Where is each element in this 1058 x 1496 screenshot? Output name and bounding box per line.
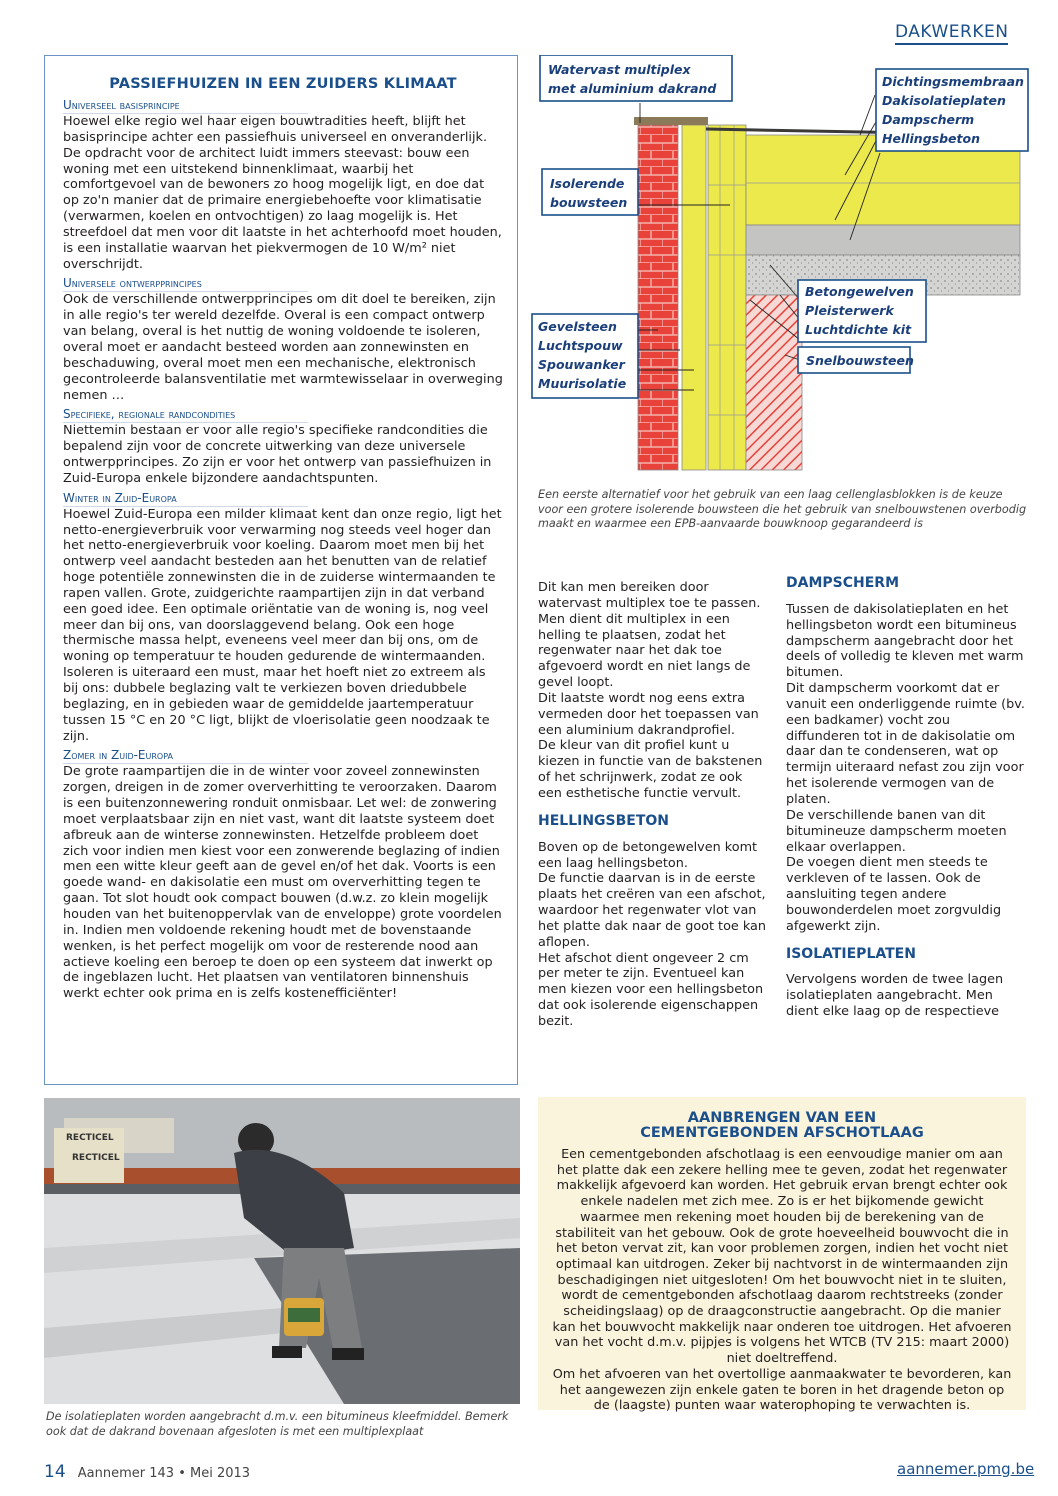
subhead-ontwerpprincipes: Universele ontwerpprincipes: [63, 276, 308, 292]
svg-text:Dakisolatieplaten: Dakisolatieplaten: [882, 93, 1006, 108]
svg-text:Dampscherm: Dampscherm: [882, 112, 975, 127]
roof-edge-diagram: [530, 55, 1030, 475]
callout-box: [538, 1097, 1026, 1414]
label-roof-layers: [876, 69, 1028, 151]
roof-work-photo: [44, 1098, 520, 1404]
paragraph-zomer: De grote raampartijen die in de winter voor zoveel zonnewinsten zorgen, dreigen in de zomer oververhitting te veroorzaken. Daarom is een buitenzonnewering ronduit onmisbaar. Let wel: de zonwering moet verplaatsbaar zijn en niet vast, want dit laatste systeem doet afbreuk aan de winterse zonnewinsten. Hetzelfde probleem doet zich voor indien men kiest voor een zonwerende beglazing of indien men een witte kleur geeft aan de gevel en/of het dak. Voorts is een goede wand- en dakisolatie een must om oververhitting tegen te gaan. Tot slot houdt ook compact bouwen (d.w.z. zo klein mogelijk houden van het buitenoppervlak van de enveloppe) grote voordelen in. Indien men voldoende rekening houdt met de bovenstaande wenken, is het perfect mogelijk om voor de resterende nood aan actieve koeling een beroep te doen op een systeem dat inwerkt op de ingeblazen lucht. Het plaatsen van ventilatoren binnenshuis werkt echter ook prima en is zelfs kostenefficiënter!: [63, 764, 502, 1002]
callout-paragraph-1: Een cementgebonden afschotlaag is een eenvoudige manier om aan het platte dak een zekere helling mee te geven, zodat het regenwater makkelijk afgevoerd kan worden. Het gebruik ervan brengt echter ook enkele nadelen met zich mee. Zo is er het bijkomende gewicht waarmee men rekening moet houden bij de berekening van de stabiliteit van het gebouw. Ook de grote hoeveelheid bouwvocht die in het beton vervat zit, kan voor problemen zorgen, indien het vocht niet optimaal kan uitdrogen. Zeker bij nachtvorst in de wintermaanden zijn beschadigingen niet uitgesloten! Om het bouwvocht niet in te sluiten, wordt de cementgebonden afschotlaag daarom rechtstreeks (zonder scheidingslaag) op de draagconstructie aangebracht. Op die manier kan het bouwvocht makkelijk naar onderen toe uitdrogen. Het afvoeren van het vocht d.m.v. pijpjes is volgens het WTCB (TV 215: maart 2000) niet doeltreffend.: [552, 1147, 1012, 1367]
svg-text:Dichtingsmembraan: Dichtingsmembraan: [882, 74, 1024, 89]
label-multiplex: [540, 55, 732, 101]
subhead-zomer: Zomer in Zuid-Europa: [63, 748, 308, 764]
svg-text:Betongewelven: Betongewelven: [805, 284, 914, 299]
paragraph-basisprincipe: Hoewel elke regio wel haar eigen bouwtradities heeft, blijft het basisprincipe achter een passiefhuis universeel en onveranderlijk. De opdracht voor de architect luidt immers steevast: bouw een woning met een uitstekend binnenklimaat, waarbij het comfortgevoel van de bewoners zo hoog mogelijk ligt, en doe dat op zo'n manier dat de primaire energiebehoefte voor klimatisatie (verwarmen, koelen en ontvochtigen) zo laag mogelijk is. Het streefdoel dat men voor dit laatste in het achterhoofd moet houden, is een installatie waarvan het piekvermogen de 10 W/m² niet overschrijdt.: [63, 114, 502, 272]
website-link[interactable]: aannemer.pmg.be: [897, 1460, 1035, 1478]
label-snelbouwsteen: [798, 347, 914, 373]
column-right: [786, 576, 1026, 1020]
sidebar-title: PASSIEFHUIZEN IN EEN ZUIDERS KLIMAAT: [109, 76, 457, 92]
diagram-caption: Een eerste alternatief voor het gebruik van een laag cellenglasblokken is de keuze voor een grotere isolerende bouwsteen die het gebruik van snelbouwstenen overbodig maakt en waarmee een EPB-aanvaarde bouwknoop gegarandeerd is: [538, 488, 1027, 530]
right-p1: Tussen de dakisolatieplaten en het hellingsbeton wordt een bitumineus dampscherm aangebracht door het deels of volledig te kleven met warm bitumen.: [786, 601, 1024, 681]
photo-caption: De isolatieplaten worden aangebracht d.m.v. een bitumineus kleefmiddel. Bemerk ook dat de dakrand bovenaan afgesloten is met een multiplexplaat: [46, 1410, 509, 1438]
svg-text:Muurisolatie: Muurisolatie: [538, 376, 627, 391]
label-isolerende-bouwsteen: [542, 169, 638, 215]
subhead-randcondities: Specifieke, regionale randcondities: [63, 407, 308, 423]
footer-left: [44, 1462, 250, 1482]
paragraph-winter: Hoewel Zuid-Europa een milder klimaat kent dan onze regio, ligt het netto-energieverbruik voor verwarming nog steeds veel hoger dan het netto-energieverbruik voor koeling. Daarom moet men bij het ontwerp veel aandacht besteden aan het benutten van de relatief hoge potentiële zonnewinsten die in de zuiderse wintermaanden te rapen vallen. Grote, zuidgerichte raampartijen zijn in dat verband een goed idee. Een optimale oriëntatie van de woning is, nog veel meer dan bij ons, van doorslaggevend belang. Ook een hoge thermische massa helpt, eveneens veel meer dan bij ons, om de woning op temperatuur te houden gedurende de wintermaanden. Isoleren is uiteraard een must, maar het hoeft niet zo extreem als bij ons: dubbele beglazing valt te verkiezen boven driedubbele beglazing, en in gebieden waar de gemiddelde jaartemperatuur tussen 15 °C en 20 °C ligt, blijkt de vloerisolatie geen noodzaak te zijn.: [63, 506, 502, 744]
right-p3: De verschillende banen van dit bitumineuze dampscherm moeten elkaar overlappen.: [786, 807, 1007, 855]
svg-text:met aluminium dakrand: met aluminium dakrand: [548, 81, 717, 96]
subhead-basisprincipe: Universeel basisprincipe: [63, 98, 308, 114]
svg-text:Watervast multiplex: Watervast multiplex: [548, 62, 691, 77]
fast-building-block-layer: [746, 295, 802, 470]
right-p4: De voegen dient men steeds te verkleven of te lassen. Ook de aansluiting tegen andere bouwonderdelen moet zorgvuldig afgewerkt zijn.: [786, 855, 1002, 934]
issue-info: Aannemer 143 • Mei 2013: [77, 1466, 251, 1481]
sidebar-box: [44, 55, 518, 1085]
paragraph-ontwerpprincipes: Ook de verschillende ontwerpprincipes om dit doel te bereiken, zijn in alle regio's ter wereld dezelfde. Overal is een compact ontwerp van belang, overal is het nuttig de woning voldoende te isoleren, overal moet er aandacht besteed worden aan zonnewinsten en beschaduwing, overal moet men een mechanische, elektronisch gecontroleerde balansventilatie met warmtewisselaar in overweging nemen …: [63, 292, 503, 403]
heading-hellingsbeton: HELLINGSBETON: [538, 812, 670, 829]
callout-title-line-2: CEMENTGEBONDEN AFSCHOTLAAG: [640, 1125, 924, 1141]
callout-title: [552, 1111, 1012, 1141]
svg-text:Isolerende: Isolerende: [550, 176, 625, 191]
right-p2: Dit dampscherm voorkomt dat er vanuit een onderliggende ruimte (bv. een badkamer) vocht zou diffunderen tot in de dakisolatie om daar dan te condenseren, wat op termijn uiteraard nefast zou zijn voor het isolerende vermogen van de platen.: [786, 681, 1025, 807]
mid-p3: Het afschot dient ongeveer 2 cm per meter te zijn. Eventueel kan men kiezen voor een hellingsbeton dat ook isolerende eigenschappen bezit.: [538, 950, 764, 1029]
heading-dampscherm: DAMPSCHERM: [786, 575, 899, 591]
section-tag: DAKWERKEN: [895, 22, 1008, 45]
paragraph-randcondities: Niettemin bestaan er voor alle regio's specifieke randcondities die bepalend zijn voor de concrete uitwerking van deze universele ontwerpprincipes. Zo zijn er voor het ontwerp van passiefhuizen in Zuid-Europa enkele bijzondere aandachtspunten.: [63, 423, 492, 486]
svg-text:Gevelsteen: Gevelsteen: [538, 319, 617, 334]
slope-concrete-layer: [746, 225, 1020, 255]
callout-title-line-1: AANBRENGEN VAN EEN: [687, 1110, 877, 1126]
svg-text:Luchtspouw: Luchtspouw: [538, 338, 623, 353]
heading-isolatieplaten: ISOLATIEPLATEN: [786, 945, 916, 962]
svg-text:RECTICEL: RECTICEL: [72, 1153, 120, 1163]
wall-insulation-layer: [682, 125, 706, 470]
mid-intro: Dit kan men bereiken door watervast multiplex toe te passen. Men dient dit multiplex in een helling te plaatsen, zodat het regenwater naar het dak toe afgevoerd wordt en niet langs de gevel loopt.: [538, 580, 761, 691]
multiplex-cap: [634, 117, 708, 125]
label-slab-layers: [798, 280, 926, 342]
facade-brick-layer: [638, 125, 678, 470]
svg-text:RECTICEL: RECTICEL: [66, 1133, 114, 1143]
callout-paragraph-2: Om het afvoeren van het overtollige aanmaakwater te bevorderen, kan het aangewezen zijn enkele gaten te boren in het dragende beton op de (laagste) punten waar waterophoping te verwachten is.: [552, 1366, 1012, 1414]
column-middle: [538, 580, 770, 1030]
right-p5: Vervolgens worden de twee lagen isolatieplaten aangebracht. Men dient elke laag op de respectieve: [786, 972, 1004, 1020]
svg-text:Luchtdichte kit: Luchtdichte kit: [805, 322, 912, 337]
svg-text:Pleisterwerk: Pleisterwerk: [805, 303, 894, 318]
label-wall-layers: [532, 314, 638, 398]
subhead-winter: Winter in Zuid-Europa: [63, 491, 308, 507]
svg-text:Hellingsbeton: Hellingsbeton: [882, 131, 980, 146]
page-number: 14: [44, 1462, 66, 1482]
mid-p2: De functie daarvan is in de eerste plaats het creëren van een afschot, waardoor het regenwater vlot van het platte dak naar de goot toe kan aflopen.: [538, 871, 766, 950]
mid-p1: Boven op de betongewelven komt een laag hellingsbeton.: [538, 839, 758, 871]
mid-intro-3: De kleur van dit profiel kunt u kiezen in functie van de bakstenen of het schrijnwerk, zodat ze ook een esthetische functie vervult.: [538, 738, 763, 801]
svg-text:Spouwanker: Spouwanker: [538, 357, 625, 372]
svg-text:Snelbouwsteen: Snelbouwsteen: [806, 353, 914, 368]
mid-intro-2: Dit laatste wordt nog eens extra vermeden door het toepassen van een aluminium dakrandprofiel.: [538, 690, 759, 738]
insulating-block-layer: [708, 125, 746, 470]
svg-text:bouwsteen: bouwsteen: [550, 195, 628, 210]
